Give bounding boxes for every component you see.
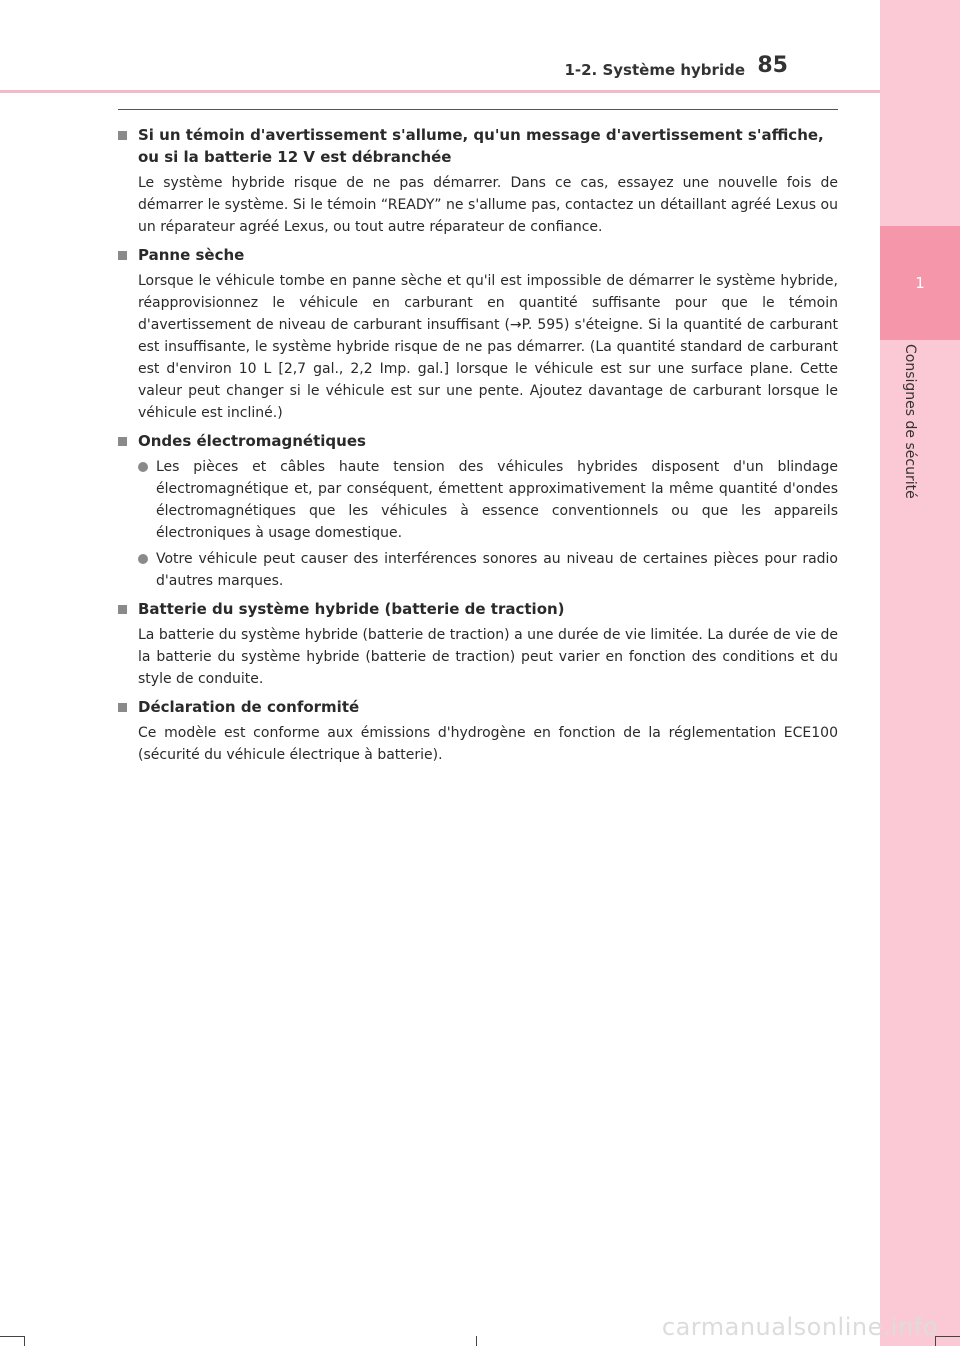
list-item-text: Votre véhicule peut causer des interférences sonores au niveau de certaines pièces pour radio d'autres marques. [156, 551, 838, 589]
page-content [118, 124, 838, 772]
section-warning-light [118, 124, 838, 238]
section-heading-text: Panne sèche [138, 246, 245, 264]
section-heading [118, 244, 838, 266]
list-item-text: Les pièces et câbles haute tension des véhicules hybrides disposent d'un blindage électromagnétique et, par conséquent, émettent approximativement la même quantité d'ondes électromagnétiques que les véhicules à essence conventionnels ou que les appareils électroniques à usage domestique. [156, 459, 838, 541]
watermark: carmanualsonline.info [661, 1313, 938, 1341]
section-electromagnetic [118, 430, 838, 592]
chapter-title: Consignes de sécurité [902, 344, 918, 499]
paragraph: Lorsque le véhicule tombe en panne sèche et qu'il est impossible de démarrer le système hybride, réapprovisionnez le véhicule en carburant en quantité suffisante pour que le témoin d'avertissement de niveau de carburant insuffisant (→P. 595) s'éteigne. Si la quantité de carburant est insuffisante, le système hybride risque de ne pas démarrer. (La quantité standard de carburant est d'environ 10 L [2,7 gal., 2,2 Imp. gal.] lorsque le véhicule est sur une surface plane. Cette valeur peut changer si le véhicule est sur une pente. Ajoutez davantage de carburant lorsque le véhicule est incliné.) [138, 273, 838, 421]
paragraph: Ce modèle est conforme aux émissions d'hydrogène en fonction de la réglementation ECE100 (sécurité du véhicule électrique à batterie). [138, 725, 838, 763]
section-heading [118, 696, 838, 718]
section-heading-text: Si un témoin d'avertissement s'allume, qu'un message d'avertissement s'affiche, ou si la batterie 12 V est débranchée [138, 126, 824, 166]
page-number: 85 [757, 53, 788, 78]
section-fuel [118, 244, 838, 424]
section-heading-text: Déclaration de conformité [138, 698, 360, 716]
content-divider [118, 109, 838, 110]
chapter-number: 1 [915, 274, 925, 292]
square-bullet-icon [118, 703, 127, 712]
circle-bullet-icon [138, 554, 148, 564]
list-item [118, 456, 838, 544]
chapter-tab[interactable] [880, 226, 960, 340]
section-heading-text: Ondes électromagnétiques [138, 432, 366, 450]
crop-mark [476, 1336, 477, 1346]
square-bullet-icon [118, 131, 127, 140]
section-title: 1-2. Système hybride [564, 61, 745, 79]
section-heading [118, 598, 838, 620]
section-heading [118, 430, 838, 452]
page-header [0, 0, 880, 92]
section-conformity [118, 696, 838, 766]
section-battery [118, 598, 838, 690]
paragraph: Le système hybride risque de ne pas démarrer. Dans ce cas, essayez une nouvelle fois de démarrer le système. Si le témoin “READY” ne s'allume pas, contactez un détaillant agréé Lexus ou un réparateur agréé Lexus, ou tout autre réparateur de confiance. [138, 175, 838, 235]
list-item [118, 548, 838, 592]
chapter-sidebar [880, 0, 960, 1346]
square-bullet-icon [118, 437, 127, 446]
paragraph: La batterie du système hybride (batterie de traction) a une durée de vie limitée. La durée de vie de la batterie du système hybride (batterie de traction) peut varier en fonction des conditions et du style de conduite. [138, 627, 838, 687]
section-heading [118, 124, 838, 168]
square-bullet-icon [118, 605, 127, 614]
square-bullet-icon [118, 251, 127, 260]
header-divider [0, 90, 880, 93]
crop-mark [0, 1336, 24, 1337]
crop-mark [24, 1336, 25, 1346]
section-heading-text: Batterie du système hybride (batterie de traction) [138, 600, 565, 618]
circle-bullet-icon [138, 462, 148, 472]
crop-mark [935, 1336, 960, 1337]
